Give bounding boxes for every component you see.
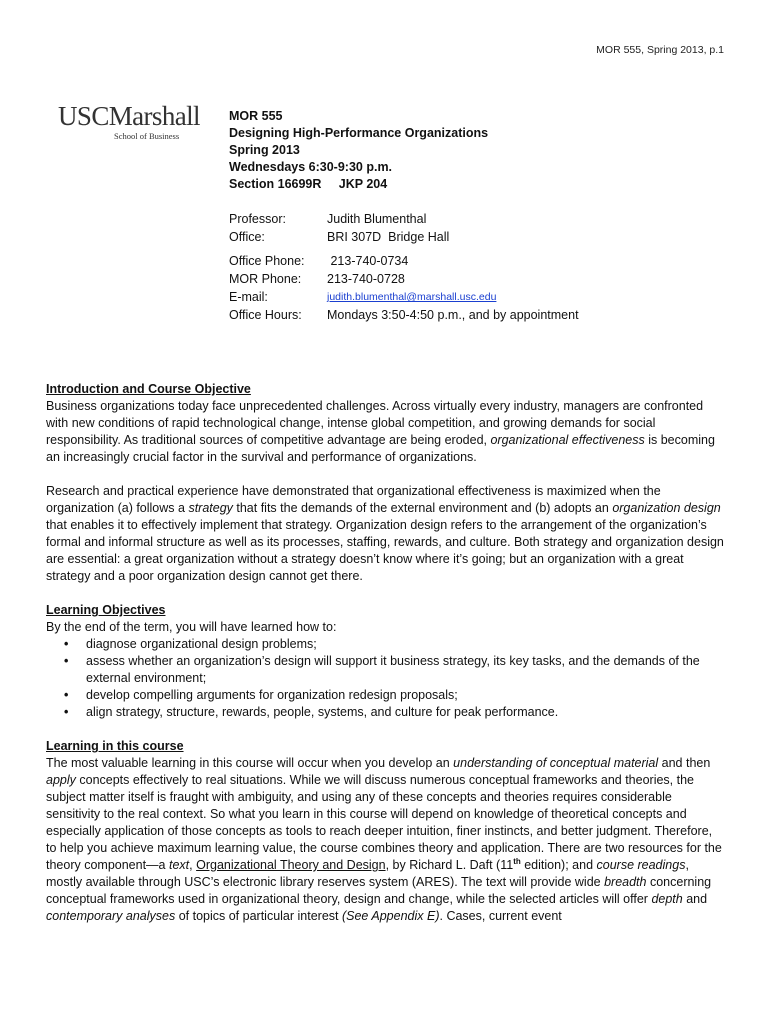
learning-heading: Learning in this course [46, 739, 184, 753]
office-phone-label: Office Phone: [229, 254, 305, 268]
contact-row-office [229, 228, 579, 246]
course-term: Spring 2013 [229, 143, 300, 157]
list-item: • assess whether an organization’s design will support it business strategy, its key tasks, and the demands of the external environment; [86, 653, 726, 687]
list-item: • diagnose organizational design problems; [86, 636, 726, 653]
objectives-list [46, 636, 726, 721]
intro-heading: Introduction and Course Objective [46, 382, 251, 396]
course-info [229, 108, 488, 193]
learning-paragraph: The most valuable learning in this course will occur when you develop an understanding of conceptual material and then apply concepts effectively to real situations. While we will discuss numerous conceptual frameworks and theories, the subject matter itself is fraught with ambiguity, and using any of these concepts and theories requires considerable sensitivity to the real context. So what you learn in this course will depend on knowledge of theoretical concepts and especially application of those concepts as tools to reach deeper intuition, finer instincts, and better judgment. Therefore, to help you achieve maximum learning value, the course combines theory and application. There are two resources for the theory component—a text, Organizational Theory and Design, by Richard L. Daft (11th edition); and course readings, mostly available through USC’s electronic library reserves system (ARES). The text will provide wide breadth concerning conceptual frameworks used in organizational theory, design and change, while the selected articles will offer depth and contemporary analyses of topics of particular interest (See Appendix E). Cases, current event [46, 756, 722, 923]
course-number: MOR 555 [229, 109, 283, 123]
intro-paragraph-2: Research and practical experience have demonstrated that organizational effectiveness is maximized when the organization (a) follows a strategy that fits the demands of the external environment and (b) adopts an organization design that enables it to effectively implement that strategy. Organization design refers to the arrangement of the organization’s formal and informal structure as well as its processes, staffing, rewards, and culture. Both strategy and organization design are essential: a great organization without a strategy doesn’t know where it’s going; but an organization with a great strategy and a poor organization design cannot get there. [46, 484, 724, 583]
office-phone-value: 213-740-0734 [327, 254, 409, 268]
mor-phone-label: MOR Phone: [229, 272, 302, 286]
contact-row-office-phone [229, 252, 579, 270]
course-meeting-time: Wednesdays 6:30-9:30 p.m. [229, 160, 393, 174]
usc-marshall-logo [58, 103, 218, 141]
mor-phone-value: 213-740-0728 [327, 272, 405, 286]
contact-row-mor-phone [229, 270, 579, 288]
office-label: Office: [229, 230, 265, 244]
contact-info [229, 210, 579, 324]
email-link[interactable]: judith.blumenthal@marshall.usc.edu [327, 291, 497, 303]
contact-row-professor [229, 210, 579, 228]
objectives-heading: Learning Objectives [46, 603, 166, 617]
contact-row-hours [229, 306, 579, 324]
professor-value: Judith Blumenthal [327, 212, 427, 226]
course-title: Designing High-Performance Organizations [229, 126, 489, 140]
list-item: • align strategy, structure, rewards, people, systems, and culture for peak performance. [86, 704, 726, 721]
logo-wordmark: USCMarshall [58, 101, 200, 131]
office-value: BRI 307D Bridge Hall [327, 230, 450, 244]
objectives-lead: By the end of the term, you will have learned how to: [46, 620, 337, 634]
syllabus-body [46, 381, 726, 942]
email-label: E-mail: [229, 290, 268, 304]
textbook-title: Organizational Theory and Design [196, 858, 386, 872]
professor-label: Professor: [229, 212, 286, 226]
intro-paragraph-1: Business organizations today face unprecedented challenges. Across virtually every industry, managers are confronted with new conditions of rapid technological change, intense global competition, and growing demands for social responsibility. As traditional sources of competitive advantage are being eroded, organizational effectiveness is becoming an increasingly crucial factor in the survival and performance of organizations. [46, 399, 715, 464]
hours-label: Office Hours: [229, 308, 302, 322]
running-head: MOR 555, Spring 2013, p.1 [596, 44, 724, 56]
list-item: • develop compelling arguments for organization redesign proposals; [86, 687, 726, 704]
course-section: Section 16699R JKP 204 [229, 177, 388, 191]
hours-value: Mondays 3:50-4:50 p.m., and by appointment [327, 308, 579, 322]
contact-row-email [229, 288, 579, 306]
logo-school: School of Business [114, 131, 180, 141]
